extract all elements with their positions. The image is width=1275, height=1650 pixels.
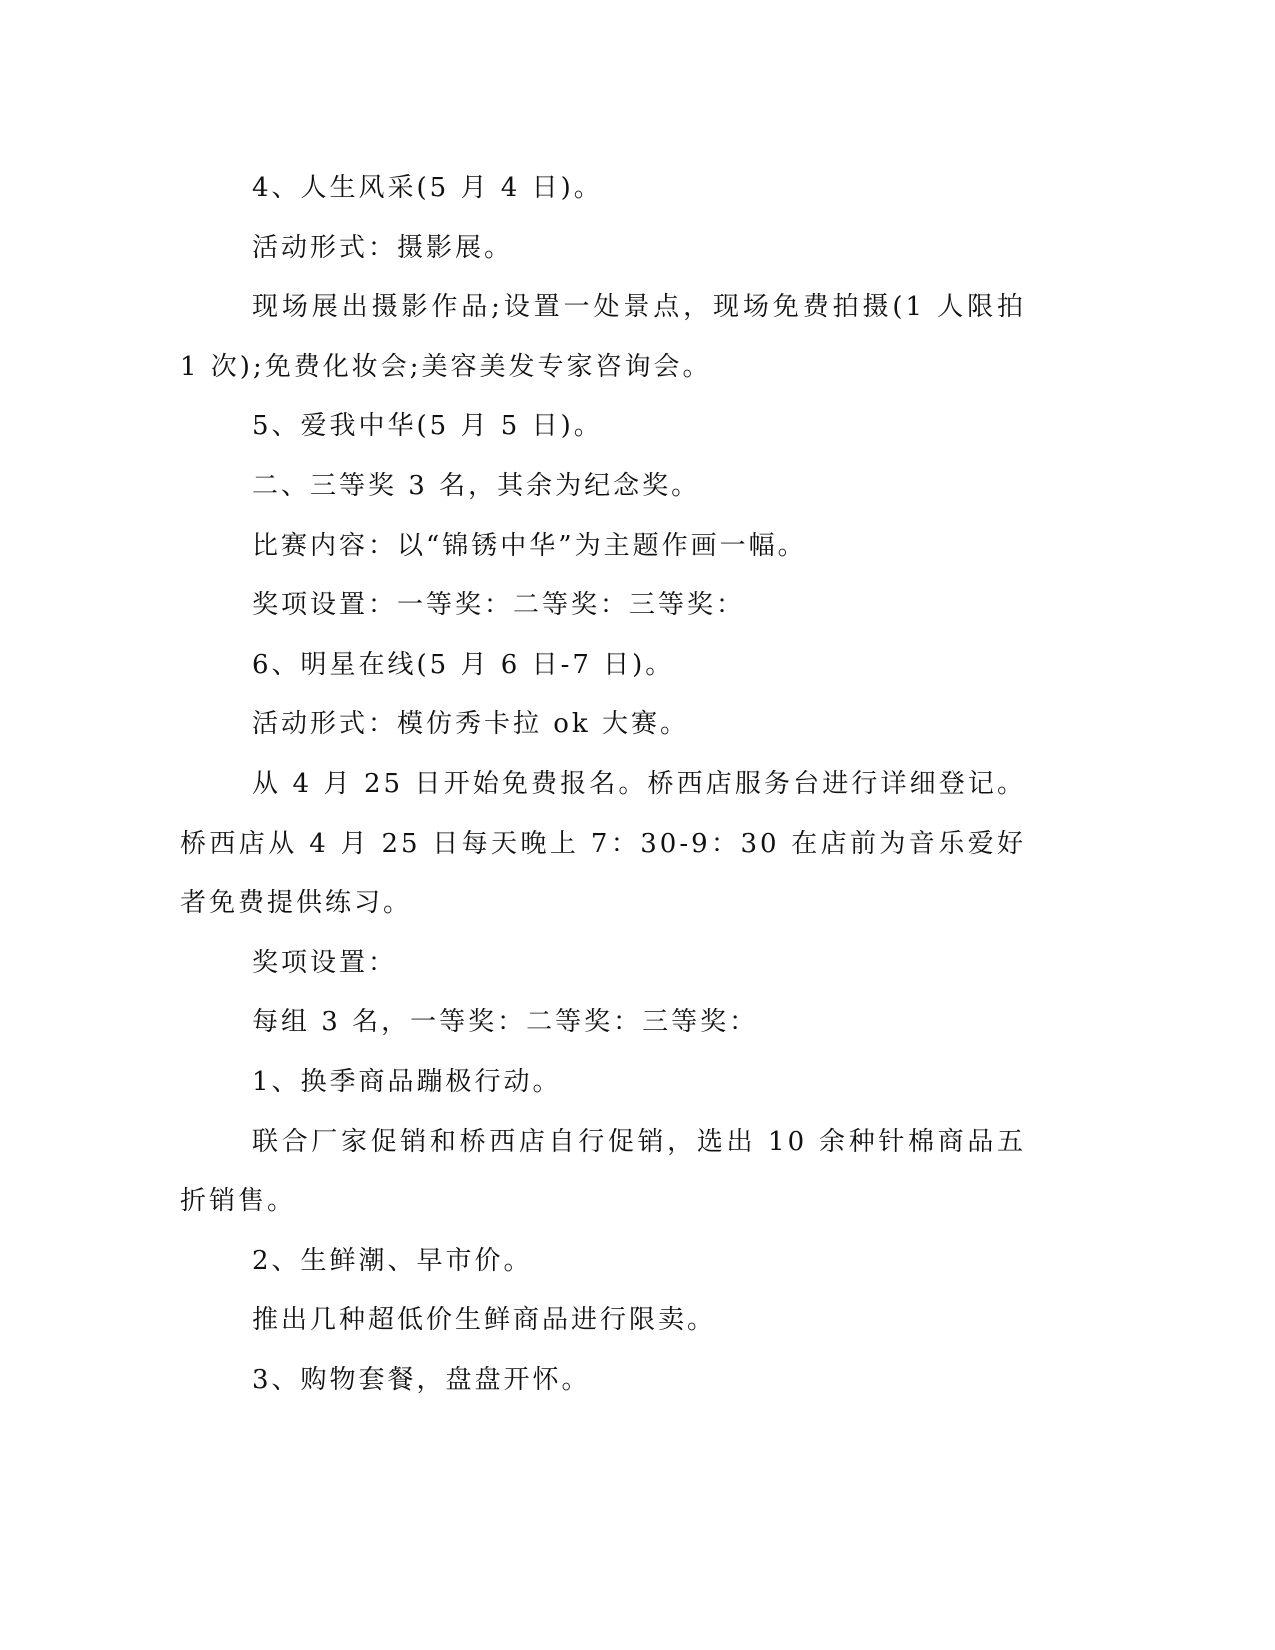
paragraph: 联合厂家促销和桥西店自行促销，选出 10 余种针棉商品五折销售。 — [180, 1126, 1026, 1217]
paragraph: 活动形式：摄影展。 — [252, 232, 514, 263]
paragraph: 比赛内容：以“锦锈中华”为主题作画一幅。 — [252, 530, 807, 561]
paragraph: 1、换季商品蹦极行动。 — [252, 1066, 562, 1097]
paragraph: 5、爱我中华(5 月 5 日)。 — [252, 411, 603, 442]
paragraph: 现场展出摄影作品;设置一处景点，现场免费拍摄(1 人限拍 1 次);免费化妆会;美容美发专家咨询会。 — [180, 292, 1026, 382]
paragraph: 推出几种超低价生鲜商品进行限卖。 — [252, 1305, 717, 1336]
paragraph: 每组 3 名，一等奖：二等奖：三等奖： — [252, 1007, 759, 1038]
paragraph: 2、生鲜潮、早市价。 — [252, 1245, 533, 1276]
paragraph: 3、购物套餐，盘盘开怀。 — [252, 1364, 591, 1395]
paragraph: 二、三等奖 3 名，其余为纪念奖。 — [252, 470, 701, 501]
document-body — [180, 159, 1026, 1410]
paragraph: 4、人生风采(5 月 4 日)。 — [252, 173, 603, 203]
paragraph: 6、明星在线(5 月 6 日-7 日)。 — [252, 649, 675, 680]
paragraph: 活动形式：模仿秀卡拉 ok 大赛。 — [252, 709, 689, 740]
paragraph: 奖项设置：一等奖：二等奖：三等奖： — [252, 590, 746, 621]
paragraph: 奖项设置： — [252, 947, 398, 978]
paragraph: 从 4 月 25 日开始免费报名。桥西店服务台进行详细登记。桥西店从 4 月 25 日每天晚上 7：30-9：30 在店前为音乐爱好者免费提供练习。 — [180, 768, 1026, 919]
